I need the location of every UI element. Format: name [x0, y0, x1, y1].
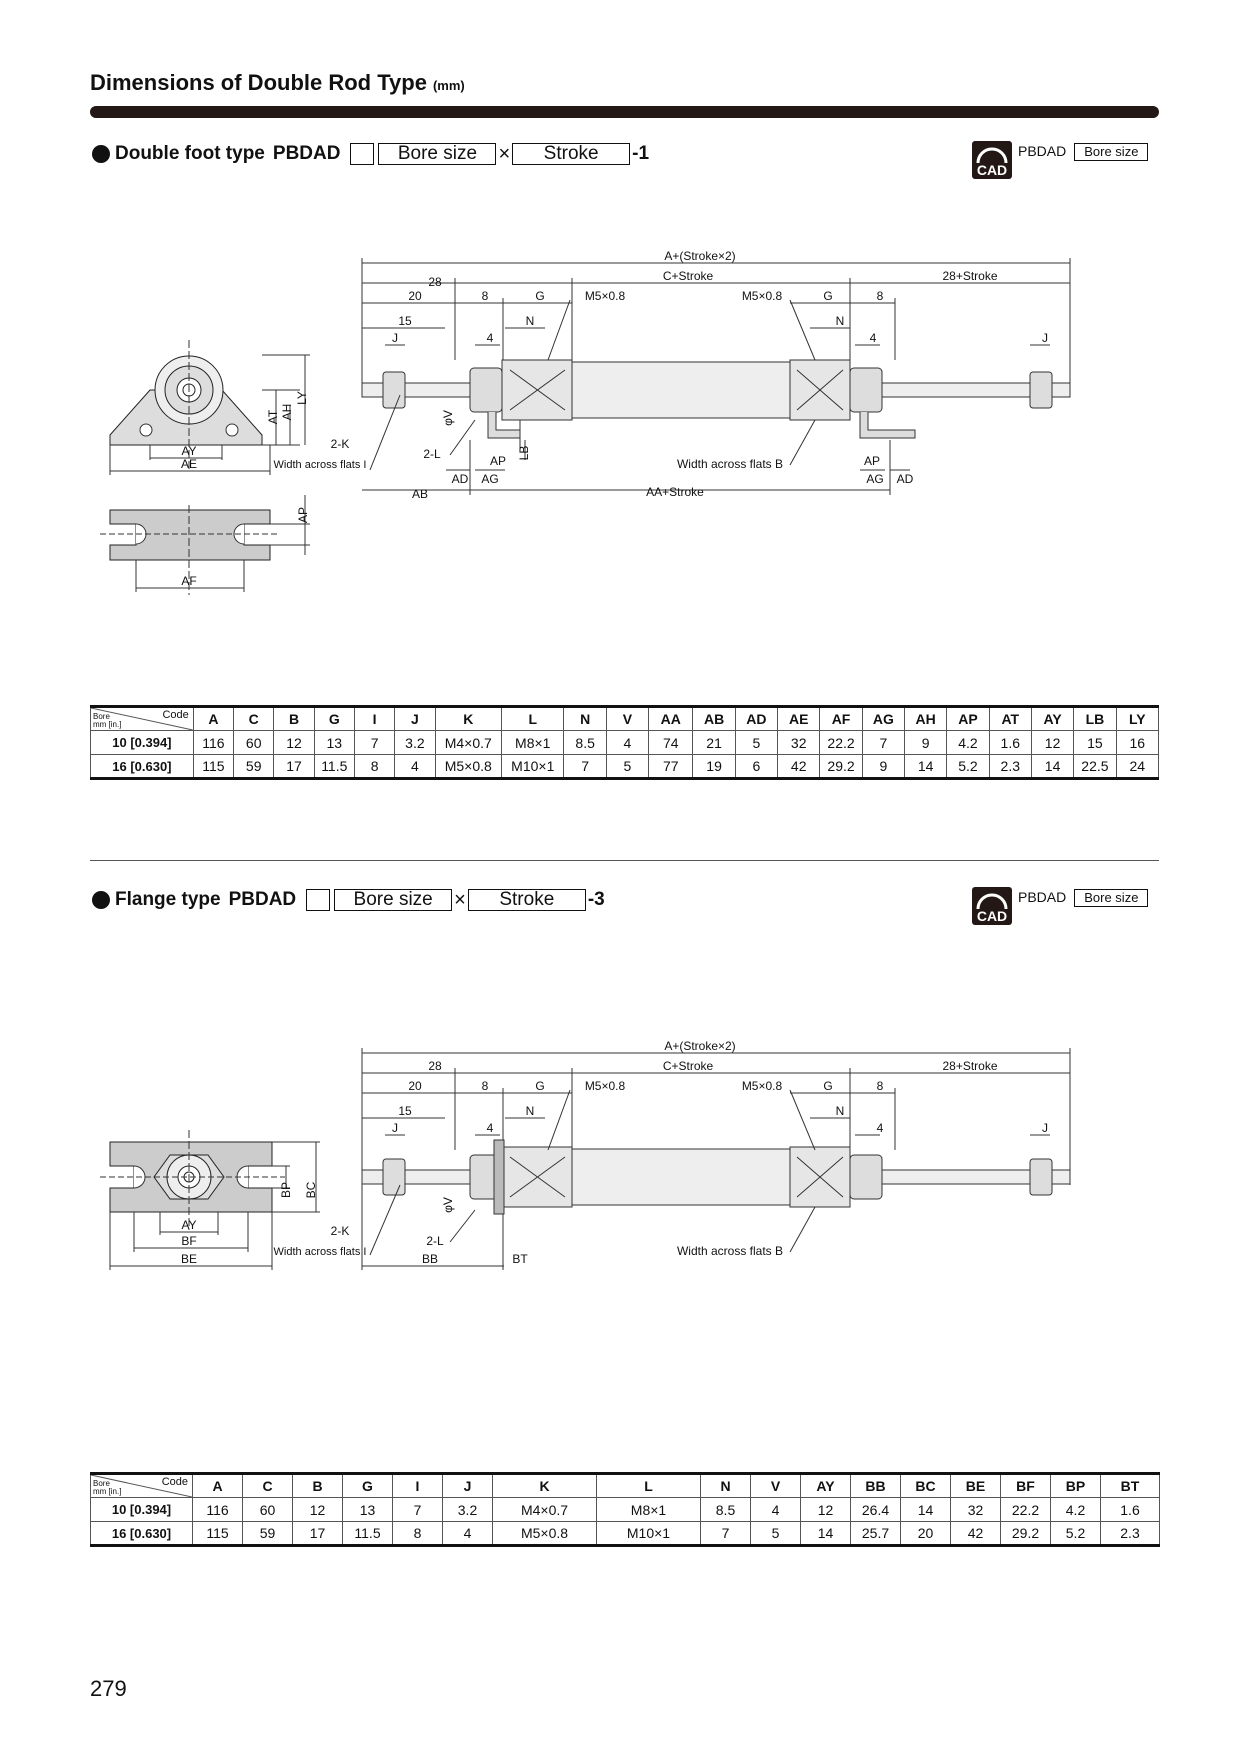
cell: 1.6	[989, 731, 1031, 755]
dim-4b: 4	[876, 1121, 884, 1135]
col-ah: AH	[905, 707, 947, 731]
spec-table-double-foot	[90, 705, 1159, 780]
cell: 29.2	[820, 755, 862, 779]
cell: 2.3	[1101, 1522, 1160, 1546]
dim-bp: BP	[279, 1181, 293, 1199]
cell: 14	[801, 1522, 851, 1546]
col-bt: BT	[1101, 1474, 1160, 1498]
cell: 5	[606, 755, 648, 779]
col-v: V	[751, 1474, 801, 1498]
dim-j: J	[392, 331, 398, 345]
cell: 59	[243, 1522, 293, 1546]
dim-m5a: M5×0.8	[584, 1079, 626, 1093]
col-l: L	[502, 707, 564, 731]
cell: 42	[951, 1522, 1001, 1546]
col-i: I	[354, 707, 394, 731]
col-l: L	[597, 1474, 701, 1498]
table-corner	[91, 707, 194, 731]
dim-2l: 2-L	[426, 1234, 444, 1248]
cell: 4	[751, 1498, 801, 1522]
corner-code: Code	[161, 1476, 188, 1488]
cell: 7	[564, 755, 606, 779]
cell: 32	[778, 731, 820, 755]
dim-ad: AD	[451, 472, 469, 486]
col-b: B	[293, 1474, 343, 1498]
dim-j2: J	[1042, 331, 1048, 345]
dim-aa: AA+Stroke	[646, 485, 704, 499]
cell: M4×0.7	[435, 731, 501, 755]
dim-n2: N	[835, 1104, 845, 1118]
cell: 3.2	[395, 731, 435, 755]
col-ag: AG	[862, 707, 904, 731]
cell: 115	[193, 755, 233, 779]
section-name: Flange type	[115, 889, 221, 910]
cell: 25.7	[851, 1522, 901, 1546]
cad-bore-box: Bore size	[1074, 143, 1148, 161]
cell: 5.2	[947, 755, 989, 779]
dim-n: N	[525, 1104, 535, 1118]
times-sign: ×	[498, 142, 511, 165]
cell: 20	[901, 1522, 951, 1546]
col-ly: LY	[1116, 707, 1158, 731]
col-be: BE	[951, 1474, 1001, 1498]
page-number: 279	[90, 1676, 127, 1701]
cell: 7	[862, 731, 904, 755]
dim-g2: G	[823, 1079, 833, 1093]
cell: 74	[649, 731, 693, 755]
dim-lb: LB	[517, 445, 531, 461]
cell: M8×1	[502, 731, 564, 755]
cell: 8	[393, 1522, 443, 1546]
cell: 14	[901, 1498, 951, 1522]
dim-j2: J	[1042, 1121, 1048, 1135]
dim-20: 20	[408, 289, 422, 303]
col-k: K	[435, 707, 501, 731]
col-k: K	[493, 1474, 597, 1498]
dim-4: 4	[486, 331, 494, 345]
cell: 12	[274, 731, 314, 755]
col-bp: BP	[1051, 1474, 1101, 1498]
model-suffix: -1	[632, 143, 650, 164]
col-bb: BB	[851, 1474, 901, 1498]
cell: 4	[395, 755, 435, 779]
dim-15: 15	[398, 1104, 412, 1118]
dim-g: G	[535, 1079, 545, 1093]
table-row	[91, 1522, 1160, 1546]
col-a: A	[193, 707, 233, 731]
col-i: I	[393, 1474, 443, 1498]
dim-g2: G	[823, 289, 833, 303]
corner-bore-label: Bore	[93, 1479, 110, 1488]
cell: 4	[606, 731, 648, 755]
col-ap: AP	[947, 707, 989, 731]
col-ae: AE	[778, 707, 820, 731]
table-row	[91, 1498, 1160, 1522]
cell: 7	[701, 1522, 751, 1546]
dim-ag: AG	[481, 472, 499, 486]
dim-phi-v: φV	[441, 1197, 455, 1213]
cell: 9	[905, 731, 947, 755]
cell: 13	[314, 731, 354, 755]
cell: 8.5	[564, 731, 606, 755]
dim-28: 28	[428, 1059, 442, 1073]
row-bore: 10 [0.394]	[91, 1498, 193, 1522]
dim-phi-v: φV	[441, 410, 455, 426]
corner-unit: mm [in.]	[93, 1487, 122, 1496]
corner-bore	[93, 1480, 121, 1496]
cell: 13	[343, 1498, 393, 1522]
dim-ag2: AG	[866, 472, 884, 486]
dim-m5b: M5×0.8	[741, 1079, 783, 1093]
cell: 4	[443, 1522, 493, 1546]
dim-af: AF	[181, 574, 197, 588]
dim-ay: AY	[181, 1218, 197, 1232]
dim-m5b: M5×0.8	[741, 289, 783, 303]
dim-ap2: AP	[863, 454, 881, 468]
cell: 115	[193, 1522, 243, 1546]
row-bore: 10 [0.394]	[91, 731, 194, 755]
dim-ab: AB	[411, 487, 429, 501]
cell: 59	[234, 755, 274, 779]
cell: 6	[735, 755, 777, 779]
cad-model: PBDAD	[1018, 889, 1067, 905]
drawing-flange	[0, 790, 1240, 1310]
cell: 22.2	[820, 731, 862, 755]
cell: M5×0.8	[435, 755, 501, 779]
dim-4: 4	[486, 1121, 494, 1135]
cell: 26.4	[851, 1498, 901, 1522]
dim-a-total: A+(Stroke×2)	[664, 249, 736, 263]
cad-model: PBDAD	[1018, 143, 1067, 159]
dim-28: 28	[428, 275, 442, 289]
cell: M10×1	[502, 755, 564, 779]
col-g: G	[343, 1474, 393, 1498]
cell: 17	[293, 1522, 343, 1546]
table-row	[91, 755, 1159, 779]
col-g: G	[314, 707, 354, 731]
cell: M4×0.7	[493, 1498, 597, 1522]
cell: M8×1	[597, 1498, 701, 1522]
table-row	[91, 731, 1159, 755]
dim-ah: AH	[280, 403, 294, 421]
times-sign: ×	[454, 888, 466, 911]
cell: 11.5	[314, 755, 354, 779]
dim-ay: AY	[181, 444, 197, 458]
col-ab: AB	[693, 707, 735, 731]
dim-bc: BC	[304, 1181, 318, 1199]
cell: 5	[751, 1522, 801, 1546]
col-c: C	[243, 1474, 293, 1498]
dim-m5a: M5×0.8	[584, 289, 626, 303]
col-lb: LB	[1074, 707, 1116, 731]
col-j: J	[443, 1474, 493, 1498]
section-model: PBDAD	[272, 143, 341, 164]
col-ay: AY	[1031, 707, 1073, 731]
cell: 12	[293, 1498, 343, 1522]
section-model: PBDAD	[228, 889, 297, 910]
cell: 22.2	[1001, 1498, 1051, 1522]
cell: 60	[234, 731, 274, 755]
dim-width-flats-i: Width across flats I	[273, 459, 367, 471]
corner-code: Code	[162, 709, 189, 721]
cell: 2.3	[989, 755, 1031, 779]
corner-bore	[93, 713, 121, 729]
dim-28-stroke: 28+Stroke	[942, 1059, 998, 1073]
dim-bb: BB	[421, 1252, 439, 1266]
col-aa: AA	[649, 707, 693, 731]
dim-2k: 2-K	[330, 1224, 350, 1238]
cell: 7	[393, 1498, 443, 1522]
dim-2k: 2-K	[330, 437, 350, 451]
cell: M10×1	[597, 1522, 701, 1546]
dim-8b: 8	[876, 289, 884, 303]
cell: 21	[693, 731, 735, 755]
col-n: N	[701, 1474, 751, 1498]
cell: M5×0.8	[493, 1522, 597, 1546]
cell: 16	[1116, 731, 1158, 755]
model-suffix: -3	[587, 889, 605, 910]
col-ad: AD	[735, 707, 777, 731]
cell: 5.2	[1051, 1522, 1101, 1546]
corner-unit: mm [in.]	[93, 720, 122, 729]
stroke-box: Stroke	[468, 889, 586, 911]
cell: 14	[1031, 755, 1073, 779]
dim-20: 20	[408, 1079, 422, 1093]
page-title-unit: (mm)	[432, 78, 465, 93]
cell: 22.5	[1074, 755, 1116, 779]
table-header-row	[91, 707, 1159, 731]
cell: 11.5	[343, 1522, 393, 1546]
cad-icon-text: CAD	[976, 908, 1008, 924]
table-corner	[91, 1474, 193, 1498]
cell: 116	[193, 731, 233, 755]
cell: 32	[951, 1498, 1001, 1522]
col-ay: AY	[801, 1474, 851, 1498]
col-c: C	[234, 707, 274, 731]
drawing-double-foot	[0, 0, 1240, 620]
dim-c-stroke: C+Stroke	[662, 269, 714, 283]
col-af: AF	[820, 707, 862, 731]
cell: 60	[243, 1498, 293, 1522]
stroke-box: Stroke	[512, 143, 630, 165]
dim-8: 8	[481, 289, 489, 303]
cell: 14	[905, 755, 947, 779]
dim-ae: AE	[180, 457, 198, 471]
dim-ap: AP	[489, 454, 507, 468]
cell: 42	[778, 755, 820, 779]
dim-c-stroke: C+Stroke	[662, 1059, 714, 1073]
bore-size-box: Bore size	[378, 143, 496, 165]
cell: 12	[1031, 731, 1073, 755]
dim-28-stroke: 28+Stroke	[942, 269, 998, 283]
col-n: N	[564, 707, 606, 731]
cell: 8.5	[701, 1498, 751, 1522]
col-bc: BC	[901, 1474, 951, 1498]
col-at: AT	[989, 707, 1031, 731]
cell: 77	[649, 755, 693, 779]
dim-at: AT	[266, 409, 280, 425]
dim-8b: 8	[876, 1079, 884, 1093]
cell: 9	[862, 755, 904, 779]
dim-a-total: A+(Stroke×2)	[664, 1039, 736, 1053]
col-b: B	[274, 707, 314, 731]
dim-ad2: AD	[896, 472, 914, 486]
page-title-text: Dimensions of Double Rod Type	[90, 70, 427, 95]
bore-size-box: Bore size	[334, 889, 452, 911]
col-j: J	[395, 707, 435, 731]
col-a: A	[193, 1474, 243, 1498]
cell: 3.2	[443, 1498, 493, 1522]
col-v: V	[606, 707, 648, 731]
cell: 19	[693, 755, 735, 779]
dim-j: J	[392, 1121, 398, 1135]
dim-n2: N	[835, 314, 845, 328]
dim-15: 15	[398, 314, 412, 328]
dim-ly: LY	[295, 391, 309, 405]
dim-bf: BF	[181, 1234, 197, 1248]
dim-be: BE	[180, 1252, 198, 1266]
row-bore: 16 [0.630]	[91, 755, 194, 779]
dim-n: N	[525, 314, 535, 328]
dim-2l: 2-L	[423, 447, 441, 461]
cell: 15	[1074, 731, 1116, 755]
dim-width-flats-b: Width across flats B	[676, 1244, 784, 1258]
cell: 4.2	[1051, 1498, 1101, 1522]
cad-bore-box: Bore size	[1074, 889, 1148, 907]
cell: 7	[354, 731, 394, 755]
table-header-row	[91, 1474, 1160, 1498]
cell: 4.2	[947, 731, 989, 755]
corner-bore-label: Bore	[93, 712, 110, 721]
dim-8: 8	[481, 1079, 489, 1093]
row-bore: 16 [0.630]	[91, 1522, 193, 1546]
cell: 5	[735, 731, 777, 755]
dim-g: G	[535, 289, 545, 303]
cell: 29.2	[1001, 1522, 1051, 1546]
cell: 8	[354, 755, 394, 779]
cell: 17	[274, 755, 314, 779]
cell: 116	[193, 1498, 243, 1522]
cell: 24	[1116, 755, 1158, 779]
cad-icon-text: CAD	[976, 162, 1008, 178]
dim-width-flats-i: Width across flats I	[273, 1246, 367, 1258]
col-bf: BF	[1001, 1474, 1051, 1498]
cell: 12	[801, 1498, 851, 1522]
cell: 1.6	[1101, 1498, 1160, 1522]
section-name: Double foot type	[115, 143, 265, 164]
spec-table-flange	[90, 1472, 1160, 1547]
dim-4b: 4	[869, 331, 877, 345]
dim-ap3: AP	[296, 506, 310, 524]
dim-width-flats-b: Width across flats B	[676, 457, 784, 471]
dim-bt: BT	[512, 1252, 528, 1266]
